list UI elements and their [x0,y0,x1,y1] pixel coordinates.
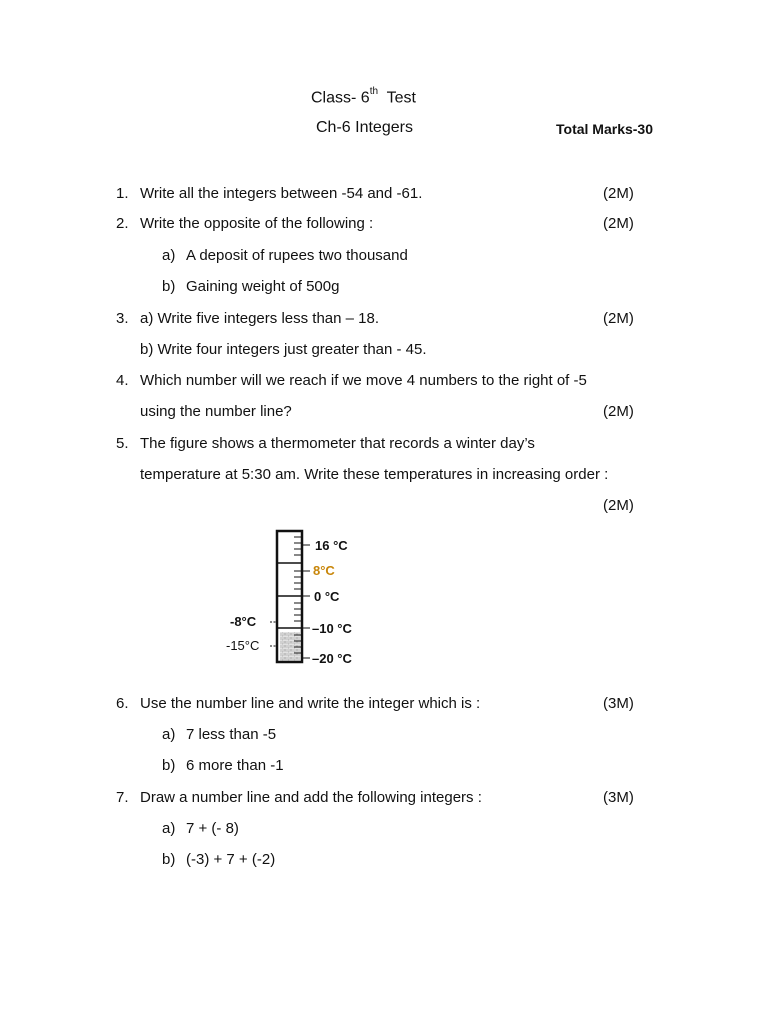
question-3-marks: (2M) [603,310,634,327]
class-superscript: th [369,86,379,97]
sub-text: Gaining weight of 500g [186,278,340,295]
question-text: a) Write five integers less than – 18. [140,310,380,327]
chapter-title: Ch-6 Integers [316,119,413,136]
question-text: Draw a number line and add the following integers : [140,789,482,806]
question-2 [116,215,373,232]
question-4-line2: using the number line? [140,403,292,420]
question-7a [162,820,239,837]
question-5 [116,435,535,452]
sub-label: a) [162,726,176,743]
sub-label: a) [162,820,176,837]
sub-text: 6 more than -1 [186,757,284,774]
temp-label-minus-10: –10 °C [312,621,352,636]
question-4-marks: (2M) [603,403,634,420]
temp-label-minus-20: –20 °C [312,651,352,666]
question-4 [116,372,587,389]
temp-label-8: 8°C [313,563,335,578]
question-6-marks: (3M) [603,695,634,712]
question-7-marks: (3M) [603,789,634,806]
temp-label-0: 0 °C [314,589,340,604]
sub-label: a) [162,247,176,264]
question-2a [162,247,408,264]
question-5-marks: (2M) [603,497,634,514]
sub-label: b) [162,278,176,295]
question-1 [116,185,422,202]
temp-label-minus-8: -8°C [230,614,257,629]
question-text: Use the number line and write the integer which is : [140,695,481,712]
question-7 [116,789,482,806]
temp-label-16: 16 °C [315,538,348,553]
question-6 [116,695,480,712]
thermometer-figure [220,525,380,675]
question-text: The figure shows a thermometer that records a winter day’s [140,435,535,452]
sub-text: A deposit of rupees two thousand [186,247,408,264]
question-1-marks: (2M) [603,185,634,202]
sub-text: (-3) + 7 + (-2) [186,851,276,868]
question-number: 3. [116,310,129,327]
sub-text: 7 less than -5 [186,726,277,743]
question-number: 5. [116,435,129,452]
question-number: 4. [116,372,129,389]
question-number: 6. [116,695,129,712]
question-text: Write all the integers between -54 and -61. [140,185,423,202]
test-title [311,88,416,107]
question-3-line2: b) Write four integers just greater than - 45. [140,341,427,358]
question-number: 7. [116,789,129,806]
question-3 [116,310,379,327]
sub-label: b) [162,851,176,868]
total-marks: Total Marks-30 [556,121,653,137]
question-7b [162,851,275,868]
sub-text: 7 + (- 8) [186,820,239,837]
question-number: 2. [116,215,129,232]
question-text: Write the opposite of the following : [140,215,374,232]
question-2-marks: (2M) [603,215,634,232]
question-6a [162,726,276,743]
question-number: 1. [116,185,129,202]
class-prefix: Class- 6 [311,89,370,107]
question-2b [162,278,339,295]
question-text: Which number will we reach if we move 4 numbers to the right of -5 [140,372,587,389]
class-suffix: Test [386,89,416,107]
question-6b [162,757,284,774]
sub-label: b) [162,757,176,774]
question-5-line2: temperature at 5:30 am. Write these temperatures in increasing order : [140,466,609,483]
temp-label-minus-15: -15°C [226,638,260,653]
